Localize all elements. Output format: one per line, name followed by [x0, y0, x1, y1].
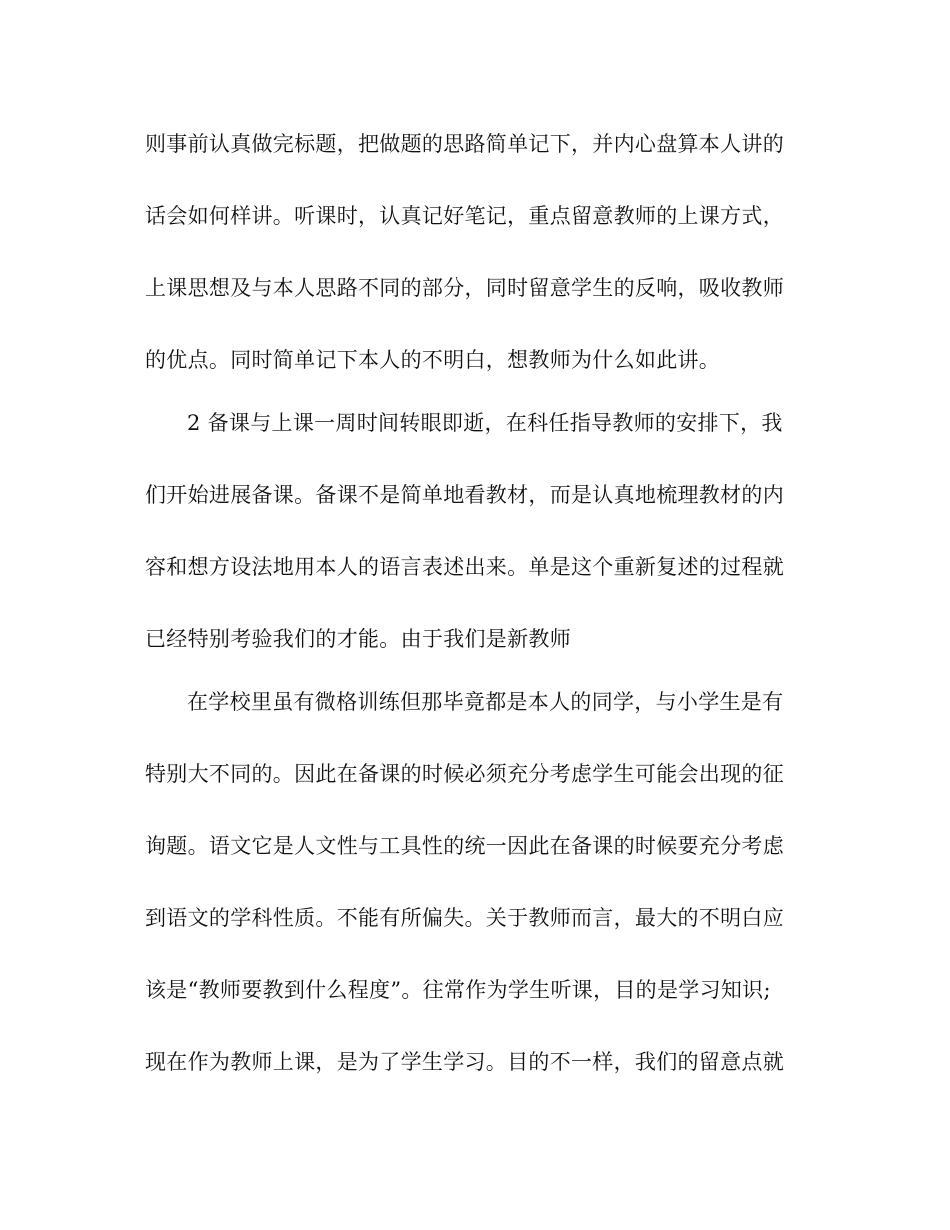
text-line: 的优点。同时简单记下本人的不明白，想教师为什么如此讲。: [145, 348, 721, 372]
text-line: 特别大不同的。因此在备课的时候必须充分考虑学生可能会出现的征: [145, 762, 784, 786]
paragraph-first-line: 在学校里虽有微格训练但那毕竟都是本人的同学，与小学生是有: [187, 690, 784, 714]
text-line: 则事前认真做完标题，把做题的思路简单记下，并内心盘算本人讲的: [145, 132, 784, 156]
text-line: 上课思想及与本人思路不同的部分，同时留意学生的反响，吸收教师: [145, 276, 784, 300]
paragraph-first-line: 2 备课与上课一周时间转眼即逝，在科任指导教师的安排下，我: [187, 411, 783, 435]
text-line: 到语文的学科性质。不能有所偏失。关于教师而言，最大的不明白应: [145, 906, 784, 930]
text-line: 该是“教师要教到什么程度”。往常作为学生听课，目的是学习知识;: [145, 978, 771, 1002]
text-line: 已经特别考验我们的才能。由于我们是新教师: [145, 627, 571, 651]
text-line: 询题。语文它是人文性与工具性的统一因此在备课的时候要充分考虑: [145, 834, 784, 858]
text-line: 话会如何样讲。听课时，认真记好笔记，重点留意教师的上课方式，: [145, 204, 784, 228]
text-line: 容和想方设法地用本人的语言表述出来。单是这个重新复述的过程就: [145, 555, 784, 579]
text-line: 现在作为教师上课，是为了学生学习。目的不一样，我们的留意点就: [145, 1050, 784, 1074]
text-line: 们开始进展备课。备课不是简单地看教材，而是认真地梳理教材的内: [145, 483, 784, 507]
